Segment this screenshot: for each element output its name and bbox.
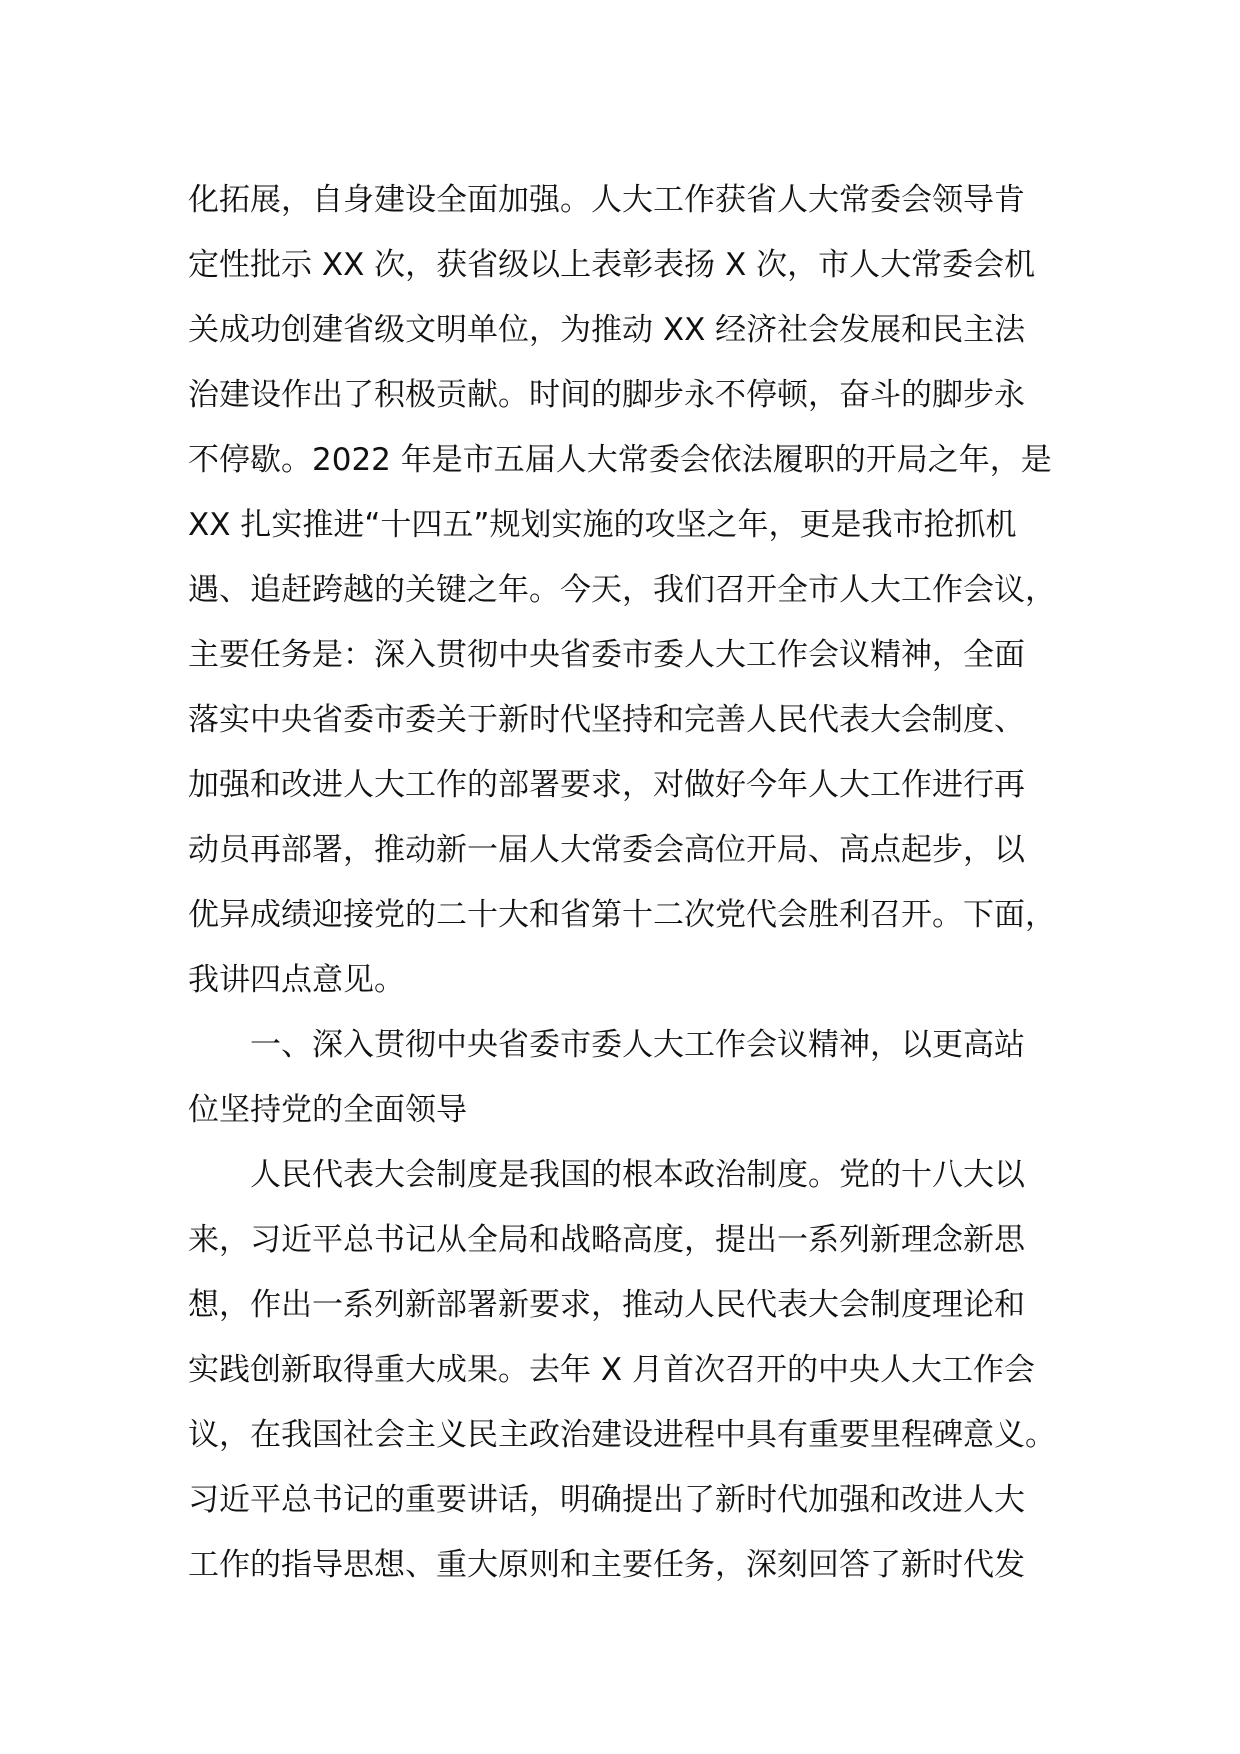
text-line: 定性批示 XX 次，获省级以上表彰表扬 X 次，市人大常委会机	[188, 247, 1036, 283]
text-line: XX 扎实推进“十四五”规划实施的攻坚之年，更是我市抢抓机	[188, 507, 1017, 543]
text-line: 落实中央省委市委关于新时代坚持和完善人民代表大会制度、	[188, 702, 1025, 738]
text-line: 实践创新取得重大成果。去年 X 月首次召开的中央人大工作会	[188, 1352, 1035, 1388]
text-line: 想，作出一系列新部署新要求，推动人民代表大会制度理论和	[188, 1287, 1025, 1323]
text-line: 遇、追赶跨越的关键之年。今天，我们召开全市人大工作会议，	[188, 572, 1056, 608]
section-heading-line: 位坚持党的全面领导	[188, 1092, 467, 1128]
text-line: 治建设作出了积极贡献。时间的脚步永不停顿，奋斗的脚步永	[188, 377, 1025, 413]
text-line: 优异成绩迎接党的二十大和省第十二次党代会胜利召开。下面，	[188, 897, 1056, 933]
text-line: 不停歇。2022 年是市五届人大常委会依法履职的开局之年，是	[188, 442, 1052, 478]
text-line: 关成功创建省级文明单位，为推动 XX 经济社会发展和民主法	[188, 312, 1026, 348]
text-line: 主要任务是：深入贯彻中央省委市委人大工作会议精神，全面	[188, 637, 1025, 673]
text-line: 我讲四点意见。	[188, 962, 405, 998]
text-line: 化拓展，自身建设全面加强。人大工作获省人大常委会领导肯	[188, 182, 1025, 218]
text-line: 加强和改进人大工作的部署要求，对做好今年人大工作进行再	[188, 767, 1025, 803]
body-text	[188, 168, 1088, 1598]
text-line: 习近平总书记的重要讲话，明确提出了新时代加强和改进人大	[188, 1482, 1025, 1518]
section-heading-line: 一、深入贯彻中央省委市委人大工作会议精神，以更高站	[250, 1027, 1025, 1063]
paragraph-start-line: 人民代表大会制度是我国的根本政治制度。党的十八大以	[250, 1157, 1025, 1193]
text-line: 工作的指导思想、重大原则和主要任务，深刻回答了新时代发	[188, 1547, 1025, 1583]
text-line: 来，习近平总书记从全局和战略高度，提出一系列新理念新思	[188, 1222, 1025, 1258]
text-line: 议，在我国社会主义民主政治建设进程中具有重要里程碑意义。	[188, 1417, 1056, 1453]
text-line: 动员再部署，推动新一届人大常委会高位开局、高点起步，以	[188, 832, 1025, 868]
